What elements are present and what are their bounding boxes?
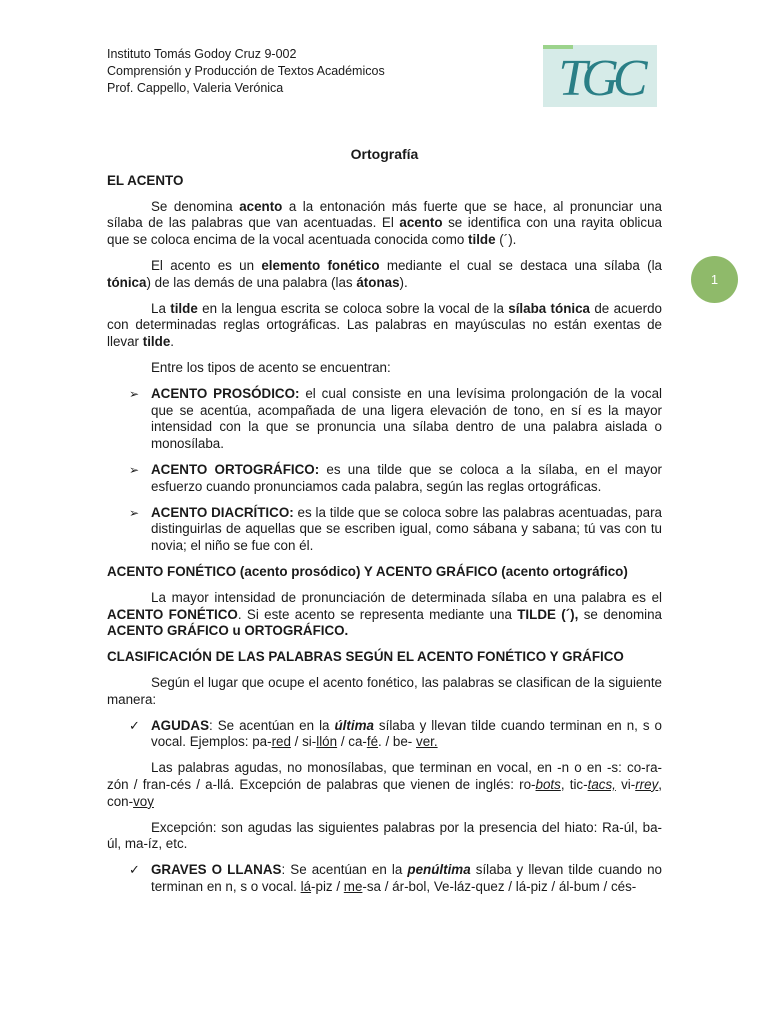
institution-name: Instituto Tomás Godoy Cruz 9-002 (107, 47, 297, 61)
classification-list (107, 718, 662, 752)
page-number-badge: 1 (691, 256, 738, 303)
arrow-bullet-icon: ➢ (129, 386, 140, 401)
paragraph: Se denomina acento a la entonación más fuerte que se hace, al pronunciar una sílaba de las palabras que van acentuadas. El acento se identifica con una rayita oblicua que se coloca encima de la vocal acentuada conocida como tilde (´). (107, 198, 662, 248)
checkmark-icon: ✓ (129, 717, 140, 733)
list-item: ➢ ACENTO ORTOGRÁFICO: es una tilde que se coloca a la sílaba, en el mayor esfuerzo cuando pronunciamos cada palabra, según las reglas ortográficas. (129, 461, 662, 494)
arrow-bullet-icon: ➢ (129, 505, 140, 520)
document-title: Ortografía (350, 146, 419, 162)
checkmark-icon: ✓ (129, 862, 140, 878)
section-heading-clasificacion: CLASIFICACIÓN DE LAS PALABRAS SEGÚN EL ACENTO FONÉTICO Y GRÁFICO (107, 649, 624, 665)
section-heading-acento: EL ACENTO (107, 172, 184, 188)
list-item: ➢ ACENTO PROSÓDICO: el cual consiste en una levísima prolongación de la vocal que se acentúa, acompañada de una ligera elevación de tono, en sí es la mayor intensidad con la que se pronuncia una sílaba dentro de una palabra aislada o monosílaba. (129, 385, 662, 452)
institution-logo (543, 45, 657, 107)
accent-types-list (107, 386, 662, 555)
list-item: ➢ ACENTO DIACRÍTICO: es la tilde que se coloca sobre las palabras acentuadas, para distinguirlas de aquellas que se escriben igual, como sábana y sabana; tú vas con tu novia; el niño se fue con él. (129, 504, 662, 554)
course-name: Comprensión y Producción de Textos Académicos (107, 64, 385, 78)
section-heading-fonetico: ACENTO FONÉTICO (acento prosódico) Y ACENTO GRÁFICO (acento ortográfico) (107, 563, 628, 579)
paragraph: La tilde en la lengua escrita se coloca sobre la vocal de la sílaba tónica de acuerdo con determinadas reglas ortográficas. Las palabras en mayúsculas no están exentas de llevar tilde. (107, 300, 662, 350)
paragraph: Excepción: son agudas las siguientes palabras por la presencia del hiato: Ra-úl, ba-úl, ma-íz, etc. (107, 819, 662, 852)
list-item: ✓ GRAVES O LLANAS: Se acentúan en la penúltima sílaba y llevan tilde cuando no terminan en n, s o vocal. lá-piz / me-sa / ár-bol, Ve-láz-quez / lá-piz / ál-bum / cés- (129, 862, 662, 894)
paragraph: El acento es un elemento fonético mediante el cual se destaca una sílaba (la tónica) de las demás de una palabra (las átonas). (107, 257, 662, 290)
logo-text: TGC (558, 50, 642, 107)
classification-list-graves (107, 862, 662, 896)
arrow-bullet-icon: ➢ (129, 462, 140, 477)
paragraph: La mayor intensidad de pronunciación de determinada sílaba en una palabra es el ACENTO FONÉTICO. Si este acento se representa mediante una TILDE (´), se denomina ACENTO GRÁFICO u ORTOGRÁFICO. (107, 589, 663, 639)
paragraph: Según el lugar que ocupe el acento fonético, las palabras se clasifican de la siguiente manera: (107, 674, 662, 707)
document-header (107, 46, 385, 97)
paragraph: Entre los tipos de acento se encuentran: (151, 359, 391, 375)
list-item: ✓ AGUDAS: Se acentúan en la última sílaba y llevan tilde cuando terminan en n, s o vocal. Ejemplos: pa-red / si-llón / ca-fé. / be- ver. (129, 717, 662, 750)
professor-name: Prof. Cappello, Valeria Verónica (107, 81, 284, 95)
paragraph: Las palabras agudas, no monosílabas, que terminan en vocal, en -n o en -s: co-ra-zón / fran-cés / a-llá. Excepción de palabras que vienen de inglés: ro-bots, tic-tacs, vi-rrey, con-voy (107, 760, 662, 809)
document-body (107, 146, 662, 905)
